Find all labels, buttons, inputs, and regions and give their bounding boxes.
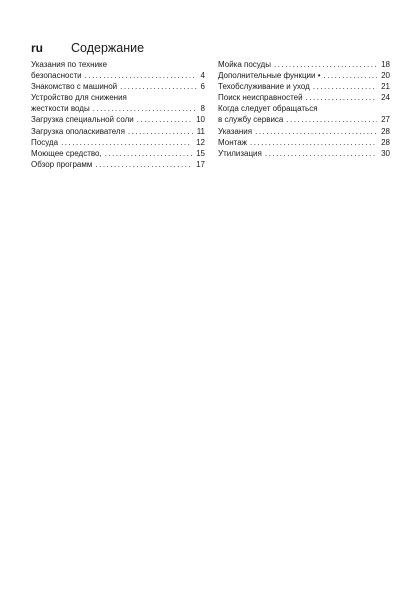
- toc-entry: [31, 159, 205, 170]
- toc-column-right: [218, 59, 390, 159]
- dot-leader: [117, 81, 196, 92]
- toc-entry-title: Техобслуживание и уход: [218, 82, 310, 92]
- toc-page-number: 21: [381, 82, 390, 92]
- toc-entry-title: Обзор программ: [31, 159, 93, 169]
- toc-entry: [218, 81, 390, 92]
- dot-leader: [125, 126, 193, 137]
- toc-entry-title-line: Указания по технике: [31, 60, 108, 69]
- toc-entry: [31, 81, 205, 92]
- dot-leader: [252, 126, 377, 137]
- toc-entry: [218, 126, 390, 137]
- toc-page-number: 8: [200, 104, 205, 114]
- toc-column-left: [31, 59, 205, 170]
- toc-entry-title: Мойка посуды: [218, 60, 271, 69]
- toc-page-number: 30: [381, 148, 390, 158]
- toc-page-number: 17: [196, 159, 205, 169]
- toc-page-number: 12: [196, 137, 205, 147]
- page-header: [31, 41, 144, 55]
- toc-entry: [31, 92, 205, 114]
- toc-entry: [31, 126, 205, 137]
- dot-leader: [303, 92, 378, 103]
- toc-page-number: 6: [200, 82, 205, 92]
- page-title: Содержание: [71, 41, 145, 55]
- toc-entry-title: жесткости воды: [31, 104, 90, 114]
- language-code: ru: [31, 41, 43, 55]
- toc-entry-title: Загрузка ополаскивателя: [31, 126, 125, 136]
- toc-entry-title: Посуда: [31, 137, 59, 147]
- toc-entry-title: в службу сервиса: [218, 115, 284, 125]
- toc-entry: [31, 59, 205, 81]
- toc-entry: [218, 59, 390, 70]
- dot-leader: [262, 148, 377, 159]
- toc-page-number: 18: [381, 60, 390, 69]
- toc-entry: [218, 92, 390, 103]
- toc-entry: [218, 70, 390, 81]
- toc-page-number: 28: [381, 126, 390, 136]
- toc-entry: [218, 137, 390, 148]
- toc-entry-title-line: Когда следует обращаться: [218, 104, 318, 114]
- dot-leader: [321, 70, 378, 81]
- toc-entry-title: Монтаж: [218, 137, 247, 147]
- toc-page-number: 4: [200, 71, 205, 81]
- toc-entry-title: Указания: [218, 126, 253, 136]
- toc-page-number: 15: [196, 148, 205, 158]
- toc-entry-title: Знакомство с машиной: [31, 82, 118, 92]
- toc-entry-title: Поиск неисправностей: [218, 93, 303, 103]
- toc-entry-title: безопасности: [31, 71, 82, 81]
- dot-leader: [134, 114, 192, 125]
- toc-entry: [218, 148, 390, 159]
- toc-entry-title: Загрузка специальной соли: [31, 115, 134, 125]
- toc-page-number: 27: [381, 115, 390, 125]
- dot-leader: [247, 137, 377, 148]
- dot-leader: [90, 103, 197, 114]
- dot-leader: [92, 159, 192, 170]
- toc-entry-title: Моющее средство,: [31, 148, 102, 158]
- toc-entry-title: Утилизация: [218, 148, 262, 158]
- toc-page-number: 28: [381, 137, 390, 147]
- toc-page-number: 24: [381, 93, 390, 103]
- dot-leader: [82, 70, 197, 81]
- toc-entry: [31, 148, 205, 159]
- dot-leader: [283, 114, 377, 125]
- dot-leader: [271, 59, 377, 70]
- toc-entry: [31, 137, 205, 148]
- toc-entry-title-line: Устройство для снижения: [31, 93, 127, 103]
- toc-page-number: 10: [196, 115, 205, 125]
- toc-page-number: 11: [196, 126, 205, 136]
- dot-leader: [310, 81, 377, 92]
- dot-leader: [58, 137, 192, 148]
- dot-leader: [102, 148, 192, 159]
- toc-entry: [31, 114, 205, 125]
- toc-entry: [218, 103, 390, 125]
- toc-page-number: 20: [381, 71, 390, 81]
- toc-entry-title: Дополнительные функции •: [218, 71, 321, 81]
